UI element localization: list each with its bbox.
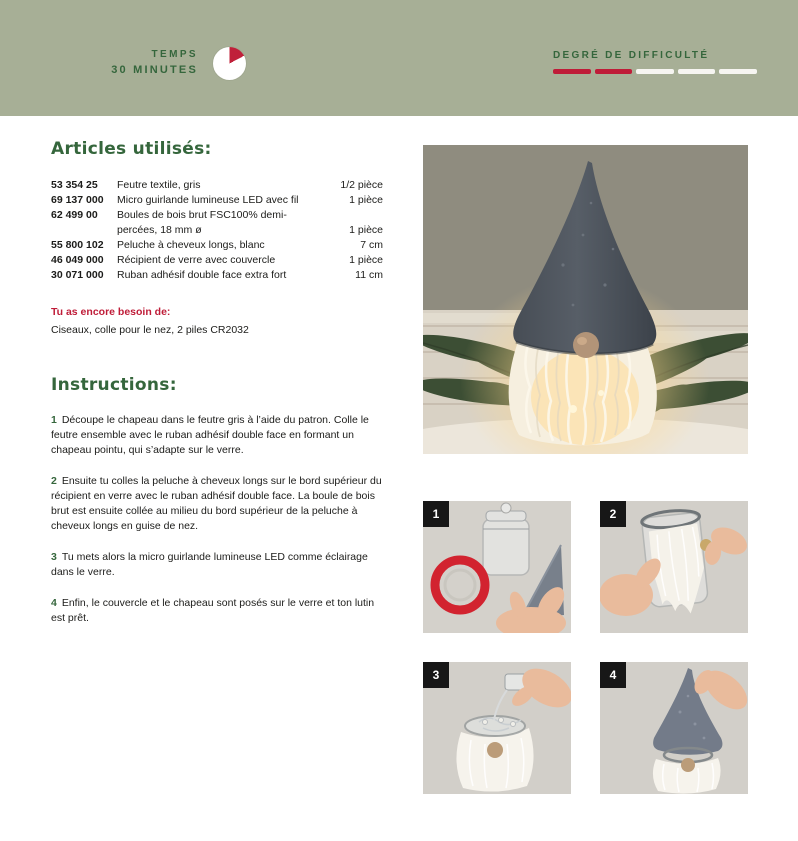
article-qty: 1/2 pièce: [340, 179, 383, 191]
step-text: Enfin, le couvercle et le chapeau sont posés sur le verre et ton lutin est prêt.: [51, 597, 375, 624]
article-row: [51, 268, 383, 283]
step-number: 3: [51, 551, 57, 563]
article-ref: 53 354 25: [51, 179, 98, 191]
step-4-photo: [600, 662, 748, 794]
article-qty: 7 cm: [360, 239, 383, 251]
step-text: Découpe le chapeau dans le feutre gris à l’aide du patron. Colle le feutre ensemble avec le ruban adhésif double face en formant un chapeau pointu, qui s’adapte sur le verre.: [51, 414, 369, 456]
step-text: Tu mets alors la micro guirlande lumineuse LED comme éclairage dans le verre.: [51, 551, 368, 578]
difficulty-segment: [678, 69, 716, 74]
difficulty-segment: [553, 69, 591, 74]
article-qty: 1 pièce: [349, 254, 383, 266]
difficulty-segment: [595, 69, 633, 74]
step-badge: 2: [600, 501, 626, 527]
step-number: 1: [51, 414, 57, 426]
instructions-heading: Instructions:: [51, 375, 177, 395]
difficulty-block: [553, 50, 757, 74]
timer-icon: [213, 47, 246, 80]
article-name: Boules de bois brut FSC100% demi-percées, 18 mm ø: [117, 209, 287, 236]
step-badge: 4: [600, 662, 626, 688]
step-text: Ensuite tu colles la peluche à cheveux longs sur le bord supérieur du récipient en verre avec le ruban adhésif double face. La boule de bois brut est ensuite collée au milieu du bord supérieur de la peluche à cheveux longs en guise de nez.: [51, 475, 382, 532]
step-photo-grid: [423, 501, 748, 794]
article-ref: 55 800 102: [51, 239, 104, 251]
step-1-photo: [423, 501, 571, 633]
time-label: TEMPS: [151, 49, 198, 60]
articles-heading: Articles utilisés:: [51, 139, 212, 159]
gnome-photo: [423, 145, 748, 454]
instruction-step: [51, 413, 383, 458]
step-number: 2: [51, 475, 57, 487]
also-needed-heading: Tu as encore besoin de:: [51, 306, 171, 318]
article-qty: 1 pièce: [349, 194, 383, 206]
article-ref: 62 499 00: [51, 209, 98, 221]
article-name: Récipient de verre avec couvercle: [117, 254, 276, 266]
article-name: Peluche à cheveux longs, blanc: [117, 239, 265, 251]
articles-list: [51, 178, 383, 283]
article-qty: 1 pièce: [349, 224, 383, 236]
time-value: 30 MINUTES: [111, 64, 198, 76]
time-block: [96, 49, 198, 76]
article-name: Feutre textile, gris: [117, 179, 201, 191]
difficulty-bars: [553, 69, 757, 74]
article-row: [51, 238, 383, 253]
article-name: Micro guirlande lumineuse LED avec fil: [117, 194, 299, 206]
header-band: [0, 0, 798, 116]
article-row: [51, 253, 383, 268]
step-2-photo: [600, 501, 748, 633]
step-3-photo: [423, 662, 571, 794]
difficulty-segment: [719, 69, 757, 74]
article-row: [51, 193, 383, 208]
gnome-photo-illustration: [423, 145, 748, 454]
article-ref: 30 071 000: [51, 269, 104, 281]
instruction-step: [51, 596, 383, 626]
instruction-step: [51, 550, 383, 580]
also-needed-text: Ciseaux, colle pour le nez, 2 piles CR2032: [51, 324, 249, 336]
step-badge: 1: [423, 501, 449, 527]
difficulty-segment: [636, 69, 674, 74]
article-ref: 69 137 000: [51, 194, 104, 206]
also-needed: [51, 305, 383, 338]
article-row: [51, 208, 383, 238]
article-row: [51, 178, 383, 193]
step-number: 4: [51, 597, 57, 609]
article-name: Ruban adhésif double face extra fort: [117, 269, 287, 281]
instruction-step: [51, 474, 383, 534]
difficulty-label: DEGRÉ DE DIFFICULTÉ: [553, 50, 710, 61]
text-column: [51, 139, 383, 642]
article-qty: 11 cm: [355, 269, 383, 281]
step-badge: 3: [423, 662, 449, 688]
article-ref: 46 049 000: [51, 254, 104, 266]
